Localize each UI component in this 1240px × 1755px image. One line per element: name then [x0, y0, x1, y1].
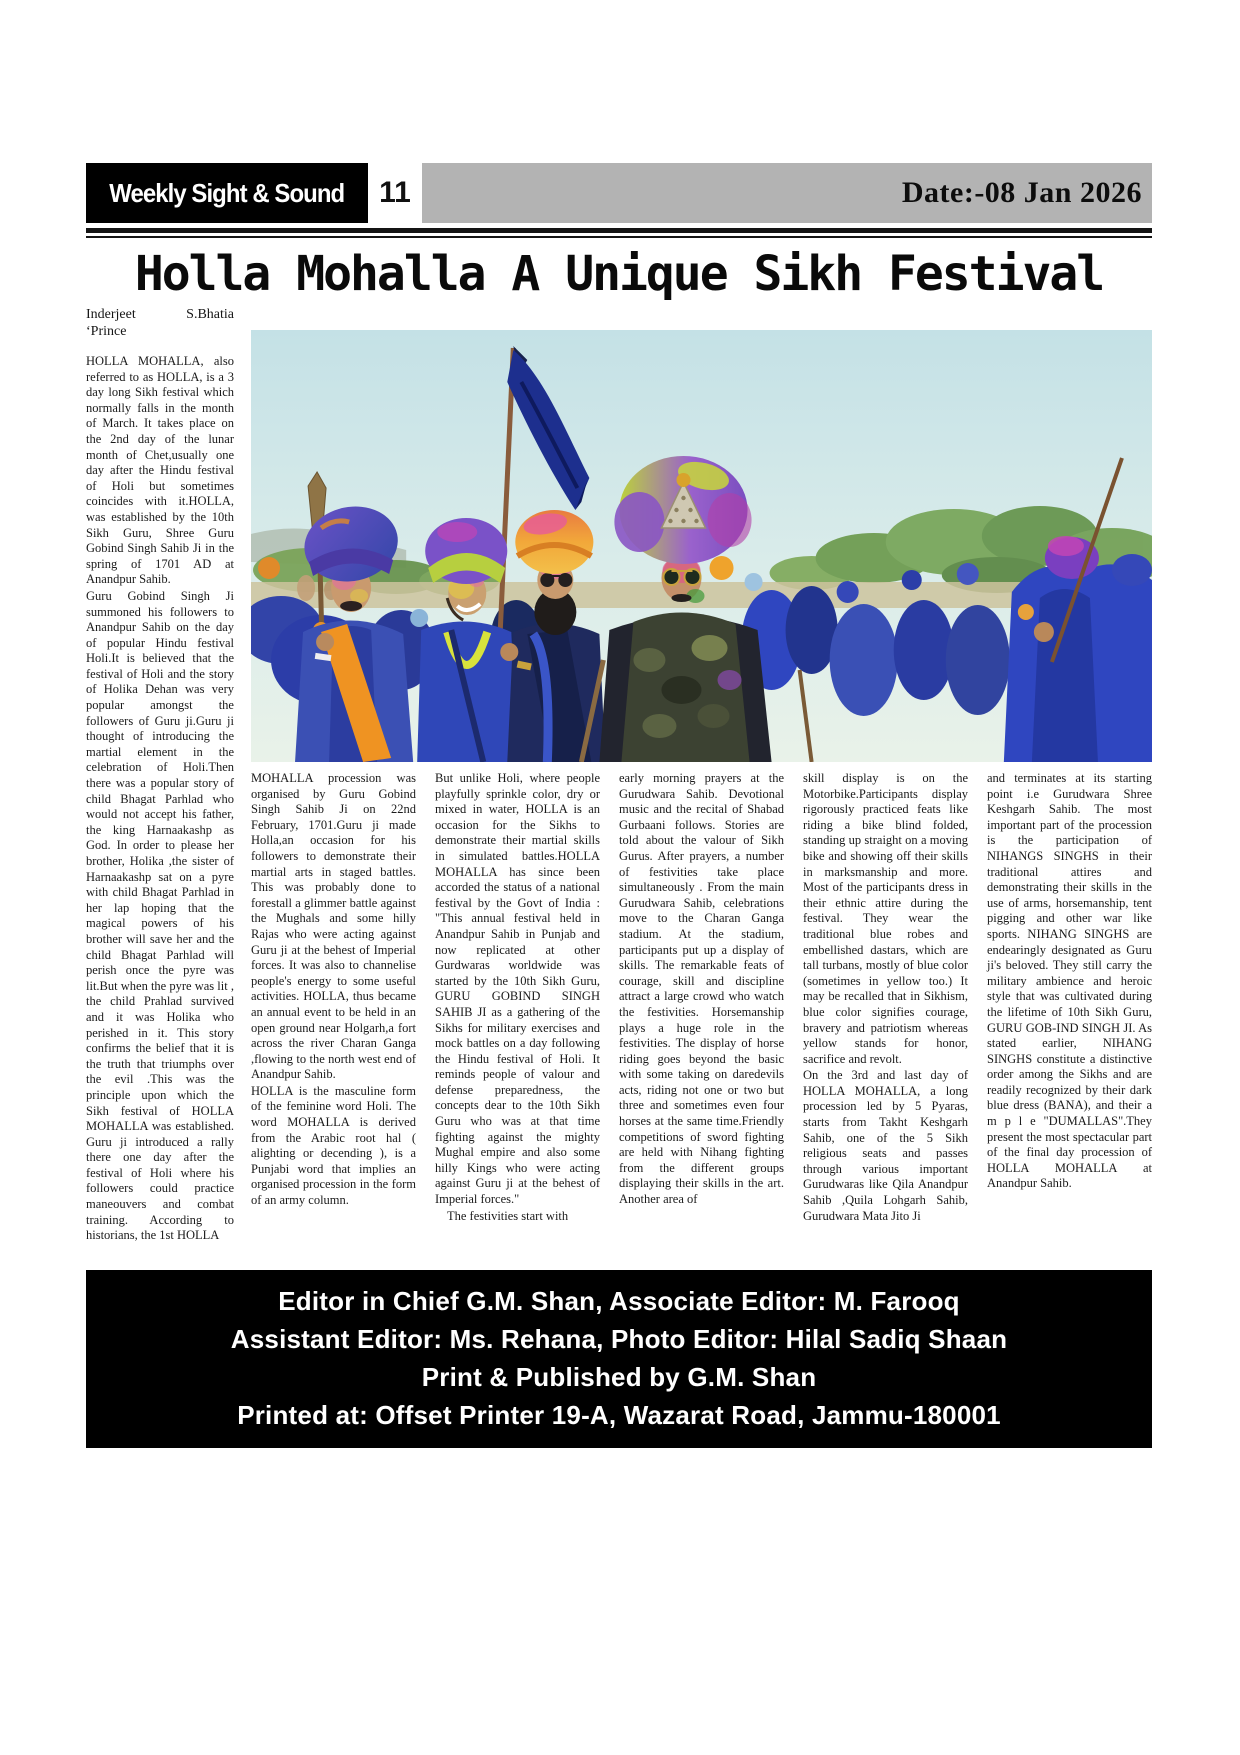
- article-column-4: [619, 771, 784, 1224]
- divider-thin: [86, 236, 1152, 238]
- festival-photo: [251, 330, 1152, 762]
- article-column-2: [251, 771, 416, 1224]
- page-content: [86, 163, 1152, 1448]
- imprint-editors: Editor in Chief G.M. Shan, Associate Editor: M. Farooq: [278, 1285, 960, 1316]
- imprint-printer: Printed at: Offset Printer 19-A, Wazarat Road, Jammu-180001: [237, 1399, 1001, 1430]
- paragraph: HOLLA MOHALLA, also referred to as HOLLA, is a 3 day long Sikh festival which normally falls in the month of March. It takes place on the 2nd day of the lunar month of Chet,usually one day after the Hindu festival of Holi but sometimes coincides with it.HOLLA, was established by the 10th Sikh Guru, Shree Guru Gobind Singh Sahib Ji in the spring of 1701 AD at Anandpur Sahib.: [86, 354, 234, 587]
- imprint-publisher: Print & Published by G.M. Shan: [421, 1361, 817, 1392]
- masthead: [86, 163, 368, 223]
- paragraph: and terminates at its starting point i.e Gurudwara Shree Keshgarh Sahib. The most important part of the procession is the participation of NIHANGS SINGHS in their traditional attires and demonstrating their skills in the use of arms, horsemanship, tent pigging and other war like sports. NIHANG SINGHS are endearingly designated as Guru ji's beloved. They still carry the military ambience and heroic style that was cultivated during the lifetime of 10th Sikh Guru, GURU GOB-IND SINGH JI. As stated earlier, NIHANG SINGHS constitute a distinctive order among the Sikhs and are readily recognized by their dark blue dress (BANA), and their a m p l e "DUMALLAS".They present the most spectacular part of the final day procession of HOLLA MOHALLA at Anandpur Sahib.: [987, 771, 1152, 1191]
- paragraph: HOLLA is the masculine form of the feminine word Holi. The word MOHALLA is derived from the Arabic root hal ( alighting or decending ), is a Punjabi word that implies an organised procession in the form of an army column.: [251, 1083, 416, 1208]
- paragraph: Guru Gobind Singh Ji summoned his followers to Anandpur Sahib on the day of popular Hindu festival Holi.It is believed that the festival of Holi and the story of Holika Dehan was very popular amongst the followers of Guru ji.Guru ji thought of introducing the martial element in the celebration of Holi.Then there was a popular story of child Bhagat Parhlad who would not accept his father, the king Harnaakashp as God. In order to please her brother, Holika ,the sister of Harnaakashp sat on a pyre with child Bhagat Parhlad in her lap hoping that the magical powers of his brother will save her and the child Bhagat Parhlad will perish once the pyre was lit.But when the pyre was lit , the child Prahlad survived and it was Holika who perished in it. This story confirms the belief that it is the truth that triumphs over the evil .This was the principle upon which the Sikh festival of HOLLA MOHALLA was established. Guru ji introduced a rally there one day after the festival of Holi where his followers could practice maneouvers and combat training. According to historians, the 1st HOLLA: [86, 588, 234, 1243]
- page-number: 11: [379, 176, 411, 209]
- man-green-turban: [417, 518, 517, 762]
- paragraph: But unlike Holi, where people playfully sprinkle color, dry or mixed in water, HOLLA is an occasion for the Sikhs to demonstrate their martial skills in simulated battles.HOLLA MOHALLA has since been accorded the status of a national festival by the Govt of India : "This annual festival held in Anandpur Sahib in Punjab and now replicated at other Gurdwaras worldwide was started by the 10th Sikh Guru, GURU GOBIND SINGH SAHIB JI as a gathering of the Sikhs for military exercises and mock battles on a day following the Hindu festival of Holi. It reminds people of valour and defense preparedness, the concepts dear to the 10th Sikh Guru who was at that time fighting against the mighty Mughal empire and also some hilly Kings who were acting against Guru ji at the behest of Imperial forces.": [435, 771, 600, 1207]
- page-header: [86, 163, 1152, 223]
- article-body: [86, 306, 1152, 1244]
- paragraph: MOHALLA procession was organised by Guru Gobind Singh Sahib Ji on 22nd February, 1701.Guru ji made Holla,an occasion for his followers to demonstrate their martial arts in staged battles. This was probably done to forestall a glimmer battle against the Mughals and some hilly Rajas who were acting against Guru ji at the behest of Imperial forces. It was also to channelise people's energy to some useful activities. HOLLA, thus became an annual event to be held in an open ground near Holgarh,a fort across the river Charan Ganga ,flowing to the north west end of Anandpur Sahib.: [251, 771, 416, 1082]
- divider-thick: [86, 228, 1152, 233]
- article-main-area: [251, 306, 1152, 1244]
- date-bar: [422, 163, 1152, 223]
- byline-author: Inderjeet: [86, 307, 136, 322]
- article-columns: [251, 771, 1152, 1224]
- imprint-assistant-editors: Assistant Editor: Ms. Rehana, Photo Editor: Hilal Sadiq Shaan: [230, 1323, 1008, 1354]
- paragraph: On the 3rd and last day of HOLLA MOHALLA, a long procession led by 5 Pyaras, starts from Takht Keshgarh Sahib, one of the 5 Sikh religious seats and passes through various important Gurudwaras like Qila Anandpur Sahib ,Quila Lohgarh Sahib, Gurudwara Mata Jito Ji: [803, 1068, 968, 1223]
- byline-alias: ‘Prince: [86, 324, 127, 339]
- article-column-3: [435, 771, 600, 1224]
- article-column-6: [987, 771, 1152, 1224]
- byline-coauthor: S.Bhatia: [186, 307, 234, 322]
- article-column-5: [803, 771, 968, 1224]
- paragraph: skill display is on the Motorbike.Participants display rigorously practiced feats like riding a bike blind folded, standing up straight on a moving bike and showing off their skills in marksmanship and more. Most of the participants dress in their ethnic attire during the festival. They wear the traditional blue robes and embellished dastars, which are tall turbans, mostly of blue color (sometimes in yellow too.) It may be recalled that in Sikhism, blue color signifies courage, bravery and patriotism whereas yellow stands for honor, sacrifice and revolt.: [803, 771, 968, 1066]
- paragraph: The festivities start with: [447, 1208, 569, 1223]
- masthead-title: Weekly Sight & Sound: [109, 177, 345, 208]
- byline: [86, 306, 234, 323]
- article-headline: Holla Mohalla A Unique Sikh Festival: [134, 246, 1104, 302]
- date-text: Date:-08 Jan 2026: [901, 176, 1142, 209]
- festival-photo-image: [251, 330, 1152, 762]
- article-column-intro: [86, 306, 234, 1244]
- imprint-box: [86, 1270, 1152, 1448]
- paragraph: early morning prayers at the Gurudwara Sahib. Devotional music and the recital of Shabad Gurbaani follows. Stories are told about the valour of Sikh Gurus. After prayers, a number of festivities take place simultaneously . From the main Gurudwara Sahib, celebrations move to the Charan Ganga stadium. At the stadium, participants put up a display of skills. The remarkable feats of courage, skill and discipline attract a large crowd who watch the festivities. Horsemanship plays a huge role in the festivities. The display of horse riding goes beyond the basic with some taking on daredevils acts, riding not one or two but three and sometimes even four horses at the same time.Friendly competitions of sword fighting are held with Nihang fighting from the different groups displaying their skills in the art. Another area of: [619, 771, 784, 1207]
